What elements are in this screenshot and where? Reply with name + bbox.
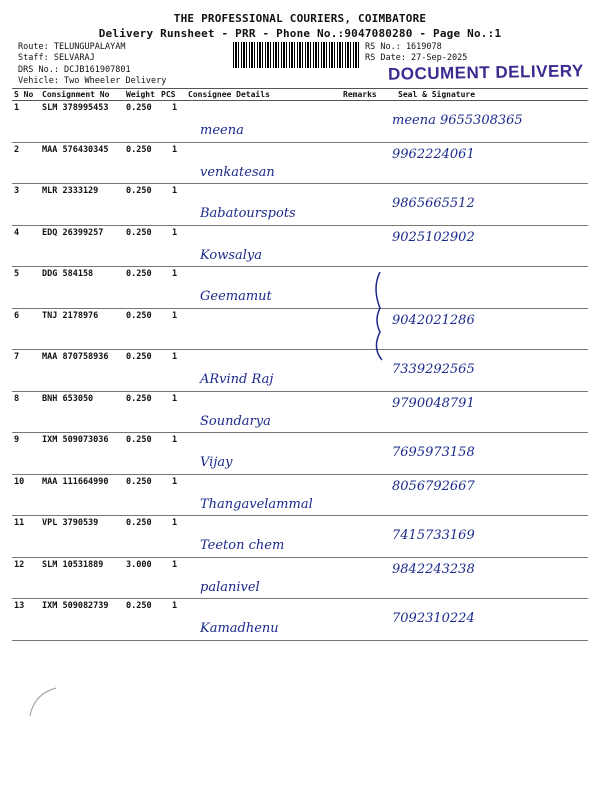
- drs-number: DRS No.: DCJB161907801: [18, 65, 131, 75]
- row-consignment: VPL 3790539: [42, 518, 99, 528]
- row-separator: [12, 142, 588, 143]
- row-consignee: palanivel: [200, 580, 260, 595]
- row-pcs: 1: [172, 186, 178, 196]
- row-separator: [12, 598, 588, 599]
- row-signature: 9790048791: [392, 396, 475, 411]
- row-pcs: 1: [172, 601, 178, 611]
- row-separator: [12, 349, 588, 350]
- col-header-consignee: Consignee Details: [188, 90, 270, 99]
- row-consignment: MAA 870758936: [42, 352, 109, 362]
- row-sno: 3: [14, 186, 20, 196]
- row-sno: 9: [14, 435, 20, 445]
- row-weight: 0.250: [126, 601, 152, 611]
- row-consignment: BNH 653050: [42, 394, 94, 404]
- row-pcs: 1: [172, 228, 178, 238]
- row-weight: 0.250: [126, 311, 152, 321]
- row-weight: 0.250: [126, 145, 152, 155]
- row-pcs: 1: [172, 394, 178, 404]
- row-consignment: EDQ 26399257: [42, 228, 104, 238]
- row-weight: 0.250: [126, 352, 152, 362]
- runsheet-subtitle: Delivery Runsheet - PRR - Phone No.:9047080280 - Page No.:1: [98, 27, 502, 40]
- row-signature: 9842243238: [392, 562, 475, 577]
- row-consignee: Soundarya: [200, 414, 271, 429]
- rs-number: RS No.: 1619078: [365, 42, 442, 52]
- row-weight: 0.250: [126, 394, 152, 404]
- row-consignee: Geemamut: [200, 289, 272, 304]
- row-sno: 8: [14, 394, 20, 404]
- row-weight: 0.250: [126, 435, 152, 445]
- row-consignee: meena: [200, 123, 244, 138]
- route-label: Route: TELUNGUPALAYAM: [18, 42, 126, 52]
- row-consignee: Kowsalya: [200, 248, 262, 263]
- row-signature: 9962224061: [392, 147, 475, 162]
- row-signature: meena 9655308365: [392, 113, 523, 128]
- col-header-seal: Seal & Signature: [398, 90, 476, 99]
- row-separator: [12, 515, 588, 516]
- row-signature: 7695973158: [392, 445, 475, 460]
- row-sno: 13: [14, 601, 25, 611]
- row-consignee: ARvind Raj: [200, 372, 274, 387]
- row-sno: 5: [14, 269, 20, 279]
- header-top-rule: [12, 88, 588, 89]
- row-pcs: 1: [172, 145, 178, 155]
- row-separator: [12, 432, 588, 433]
- row-consignee: Kamadhenu: [200, 621, 279, 636]
- col-header-consignment: Consignment No: [42, 90, 110, 99]
- col-header-weight: Weight: [126, 90, 155, 99]
- row-weight: 0.250: [126, 269, 152, 279]
- row-sno: 12: [14, 560, 25, 570]
- row-sno: 4: [14, 228, 20, 238]
- row-separator: [12, 391, 588, 392]
- row-separator: [12, 225, 588, 226]
- bracket-mark: [368, 268, 394, 364]
- row-separator: [12, 266, 588, 267]
- row-signature: 9025102902: [392, 230, 475, 245]
- row-pcs: 1: [172, 477, 178, 487]
- row-consignee: Babatourspots: [200, 206, 296, 221]
- col-header-sno: S No: [14, 90, 34, 99]
- row-consignment: MAA 576430345: [42, 145, 109, 155]
- row-separator: [12, 183, 588, 184]
- row-consignment: MAA 111664990: [42, 477, 109, 487]
- row-sno: 11: [14, 518, 25, 528]
- row-consignment: TNJ 2178976: [42, 311, 99, 321]
- row-pcs: 1: [172, 269, 178, 279]
- row-weight: 0.250: [126, 103, 152, 113]
- header-bottom-rule: [12, 100, 588, 101]
- pencil-stroke: [20, 680, 60, 720]
- row-pcs: 1: [172, 311, 178, 321]
- row-weight: 0.250: [126, 186, 152, 196]
- row-separator: [12, 640, 588, 641]
- row-separator: [12, 474, 588, 475]
- row-sno: 7: [14, 352, 20, 362]
- col-header-remarks: Remarks: [343, 90, 377, 99]
- document-delivery-stamp: DOCUMENT DELIVERY: [387, 61, 584, 84]
- row-consignment: SLM 378995453: [42, 103, 109, 113]
- row-consignment: IXM 509082739: [42, 601, 109, 611]
- row-consignee: venkatesan: [200, 165, 275, 180]
- row-consignment: IXM 509073036: [42, 435, 109, 445]
- vehicle-label: Vehicle: Two Wheeler Delivery: [18, 76, 167, 86]
- row-sno: 6: [14, 311, 20, 321]
- row-sno: 2: [14, 145, 20, 155]
- row-signature: 7339292565: [392, 362, 475, 377]
- rs-date: RS Date: 27-Sep-2025: [365, 53, 468, 63]
- row-sno: 10: [14, 477, 25, 487]
- row-consignee: Teeton chem: [200, 538, 285, 553]
- company-title: THE PROFESSIONAL COURIERS, COIMBATORE: [173, 12, 427, 25]
- row-pcs: 1: [172, 518, 178, 528]
- row-consignee: Vijay: [200, 455, 233, 470]
- row-signature: 7092310224: [392, 611, 475, 626]
- row-signature: 7415733169: [392, 528, 475, 543]
- row-consignment: MLR 2333129: [42, 186, 99, 196]
- row-weight: 0.250: [126, 477, 152, 487]
- row-pcs: 1: [172, 103, 178, 113]
- row-consignment: SLM 10531889: [42, 560, 104, 570]
- row-weight: 0.250: [126, 518, 152, 528]
- row-separator: [12, 308, 588, 309]
- row-weight: 3.000: [126, 560, 152, 570]
- row-signature: 9042021286: [392, 313, 475, 328]
- row-sno: 1: [14, 103, 20, 113]
- row-consignee: Thangavelammal: [200, 497, 313, 512]
- row-pcs: 1: [172, 435, 178, 445]
- staff-label: Staff: SELVARAJ: [18, 53, 95, 63]
- row-weight: 0.250: [126, 228, 152, 238]
- row-pcs: 1: [172, 352, 178, 362]
- row-signature: 8056792667: [392, 479, 475, 494]
- row-signature: 9865665512: [392, 196, 475, 211]
- row-pcs: 1: [172, 560, 178, 570]
- row-separator: [12, 557, 588, 558]
- row-consignment: DDG 584158: [42, 269, 94, 279]
- barcode: [233, 42, 361, 68]
- col-header-pcs: PCS: [161, 90, 176, 99]
